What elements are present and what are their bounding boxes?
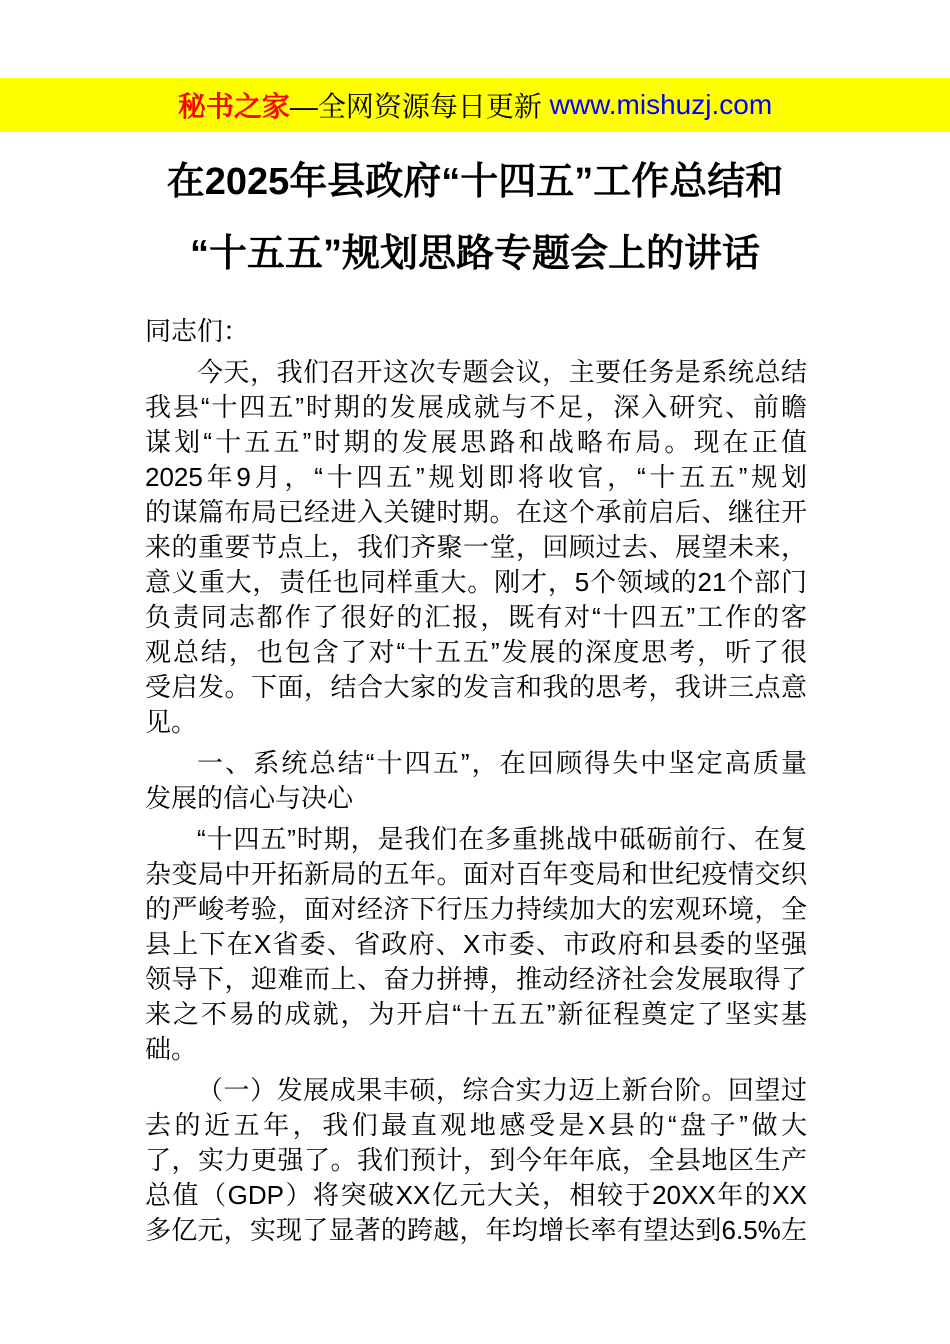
body-line: 同志们： — [145, 316, 250, 346]
body-line: 来的重要节点上，我们齐聚一堂，回顾过去、展望未来， — [145, 532, 807, 562]
body-line: 县上下在X省委、省政府、X市委、市政府和县委的坚强 — [145, 929, 807, 959]
body-line: 来之不易的成就，为开启“十五五”新征程奠定了坚实基 — [145, 999, 807, 1029]
section-heading-line: 发展的信心与决心 — [145, 783, 354, 813]
page-title-line2: “十五五”规划思路专题会上的讲话 — [189, 233, 760, 275]
body-line: 去的近五年，我们最直观地感受是X县的“盘子”做大 — [145, 1110, 807, 1140]
body-line: 总值（GDP）将突破XX亿元大关，相较于20XX年的XX — [145, 1180, 807, 1210]
section-heading-line: 一、系统总结“十四五”，在回顾得失中坚定高质量 — [197, 748, 807, 778]
body-line: 负责同志都作了很好的汇报，既有对“十四五”工作的客 — [145, 602, 807, 632]
body-line: 础。 — [145, 1034, 198, 1064]
page-title — [0, 146, 950, 290]
body-line: “十四五”时期，是我们在多重挑战中砥砺前行、在复 — [197, 824, 807, 854]
banner-tagline: —全网资源每日更新 — [289, 91, 550, 122]
body-line: 今天，我们召开这次专题会议，主要任务是系统总结 — [197, 357, 807, 387]
body-line: 谋划“十五五”时期的发展思路和战略布局。现在正值 — [145, 427, 807, 457]
body-line: 的谋篇布局已经进入关键时期。在这个承前启后、继往开 — [145, 497, 807, 527]
page-title-line1: 在2025年县政府“十四五”工作总结和 — [166, 161, 784, 203]
site-name: 秘书之家 — [177, 91, 290, 122]
body-line: 观总结，也包含了对“十五五”发展的深度思考，听了很 — [145, 637, 807, 667]
body-line: 意义重大，责任也同样重大。刚才，5个领域的21个部门 — [145, 567, 807, 597]
body-line: 受启发。下面，结合大家的发言和我的思考，我讲三点意 — [145, 672, 807, 702]
body-line: 的严峻考验，面对经济下行压力持续加大的宏观环境，全 — [145, 894, 807, 924]
body-line: 2025年9月，“十四五”规划即将收官，“十五五”规划 — [145, 462, 807, 492]
document-body — [145, 314, 807, 1248]
body-line: 杂变局中开拓新局的五年。面对百年变局和世纪疫情交织 — [145, 859, 807, 889]
body-line: 多亿元，实现了显著的跨越，年均增长率有望达到6.5%左 — [145, 1215, 807, 1245]
site-banner — [0, 78, 950, 132]
body-line: 领导下，迎难而上、奋力拼搏，推动经济社会发展取得了 — [145, 964, 807, 994]
body-line: （一）发展成果丰硕，综合实力迈上新台阶。回望过 — [197, 1075, 807, 1105]
banner-url-link[interactable]: www.mishuzj.com — [549, 89, 773, 120]
body-line: 了，实力更强了。我们预计，到今年年底，全县地区生产 — [145, 1145, 807, 1175]
body-line: 我县“十四五”时期的发展成就与不足，深入研究、前瞻 — [145, 392, 807, 422]
body-line: 见。 — [145, 707, 198, 737]
